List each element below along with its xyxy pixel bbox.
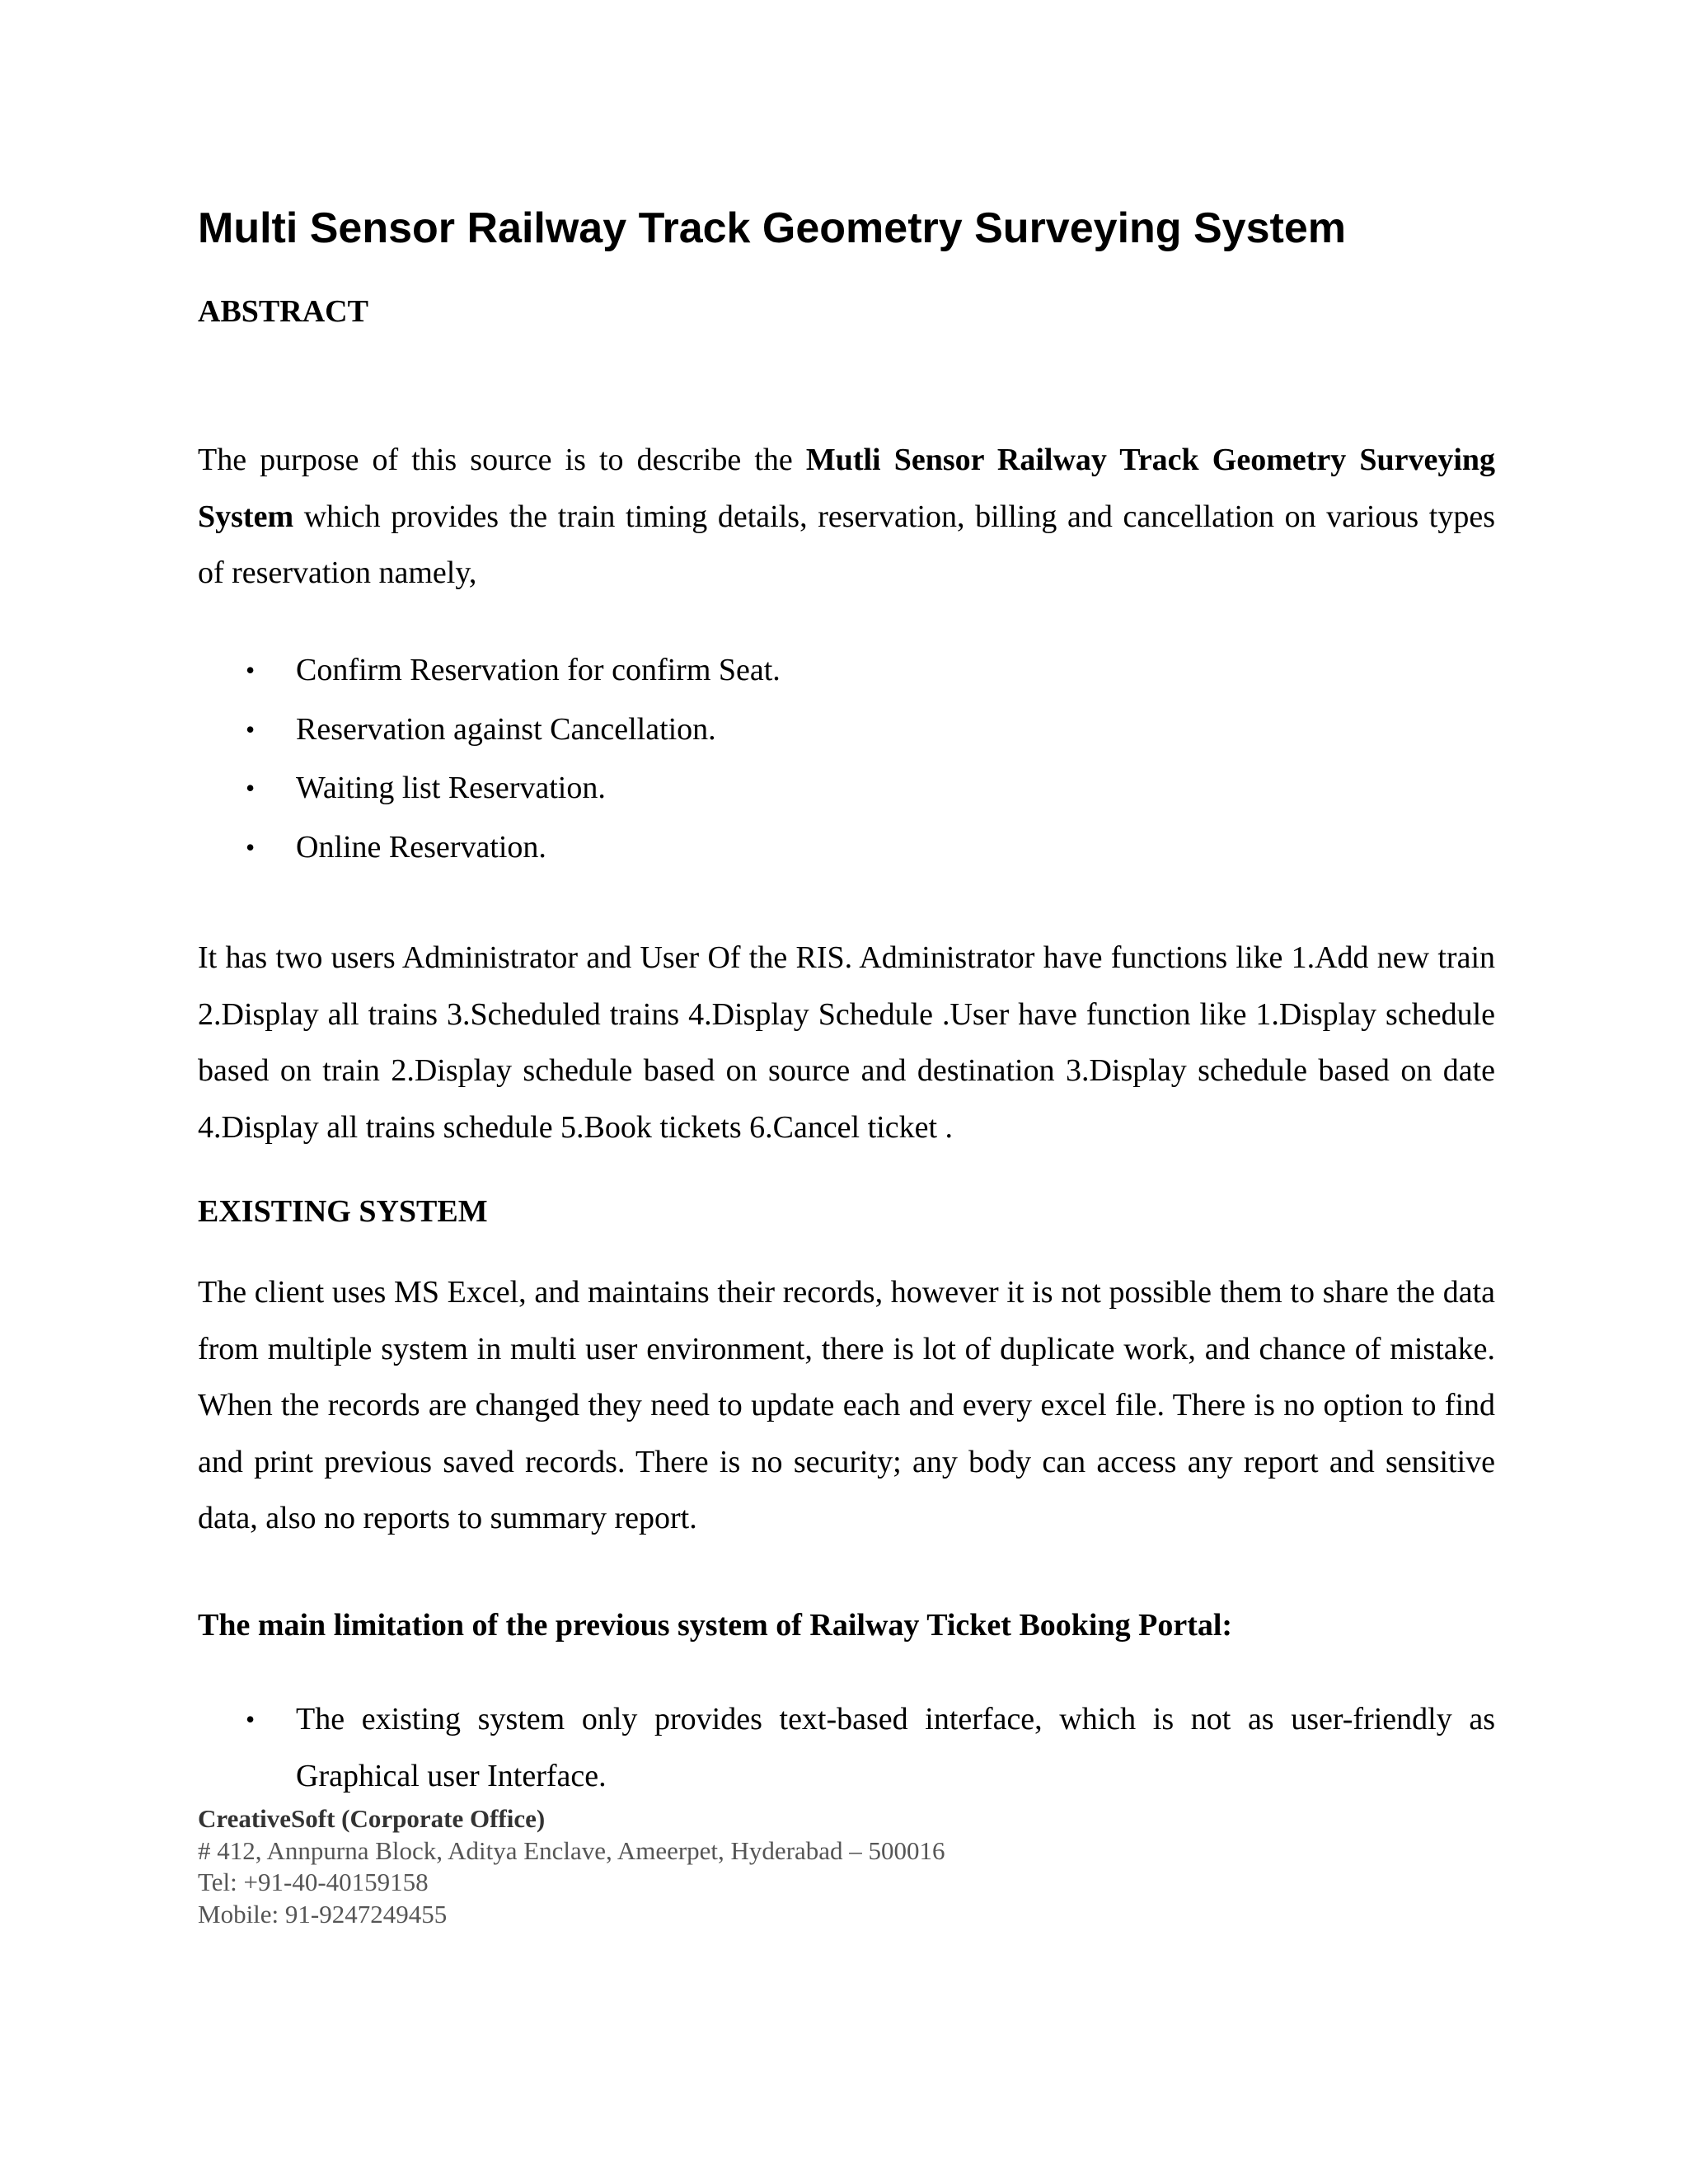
limitations-list bbox=[198, 1691, 1495, 1804]
abstract-intro-paragraph bbox=[198, 432, 1495, 602]
existing-system-heading: EXISTING SYSTEM bbox=[198, 1194, 488, 1229]
document-title: Multi Sensor Railway Track Geometry Surveying System bbox=[198, 204, 1346, 252]
footer-tel: Tel: +91-40-40159158 bbox=[198, 1868, 429, 1896]
list-item-text: Confirm Reservation for confirm Seat. bbox=[296, 653, 781, 687]
list-item bbox=[198, 1691, 1495, 1804]
list-item bbox=[198, 641, 1495, 701]
footer-contact bbox=[198, 1803, 1187, 1930]
footer-company: CreativeSoft (Corporate Office) bbox=[198, 1804, 546, 1833]
list-item bbox=[198, 701, 1495, 760]
bullet-icon: • bbox=[246, 655, 256, 685]
list-item-text: The existing system only provides text-based interface, which is not as user-friendly as Graphical user Interface. bbox=[296, 1702, 1495, 1793]
list-item-text: Reservation against Cancellation. bbox=[296, 711, 716, 747]
footer-address: # 412, Annpurna Block, Aditya Enclave, Ameerpet, Hyderabad – 500016 bbox=[198, 1835, 945, 1865]
list-item bbox=[198, 759, 1495, 818]
users-paragraph: It has two users Administrator and User Of the RIS. Administrator have functions like 1.Add new train 2.Display all trains 3.Scheduled trains 4.Display Schedule .User have function like 1.Display schedule based on train 2.Display schedule based on source and destination 3.Display schedule based on date 4.Display all trains schedule 5.Book tickets 6.Cancel ticket . bbox=[198, 940, 1495, 1145]
list-item bbox=[198, 818, 1495, 878]
bullet-icon: • bbox=[246, 773, 256, 803]
limitations-heading: The main limitation of the previous system of Railway Ticket Booking Portal: bbox=[198, 1608, 1233, 1643]
bullet-icon: • bbox=[246, 1704, 256, 1734]
abstract-intro-system-name: Mutli Sensor Railway Track Geometry Surveying System bbox=[198, 443, 1496, 534]
list-item-text: Waiting list Reservation. bbox=[296, 771, 606, 805]
existing-system-paragraph: The client uses MS Excel, and maintains their records, however it is not possible them to share the data from multiple system in multi user environment, there is lot of duplicate work, and chance of mistake. When the records are changed they need to update each and every excel file. There is no option to find and print previous saved records. There is no security; any body can access any report and sensitive data, also no reports to summary report. bbox=[198, 1275, 1495, 1535]
abstract-intro-text: The purpose of this source is to describe the bbox=[198, 443, 806, 477]
list-item-text: Online Reservation. bbox=[296, 829, 546, 865]
reservation-types-list bbox=[198, 641, 1495, 877]
bullet-icon: • bbox=[246, 832, 256, 862]
footer-mobile: Mobile: 91-9247249455 bbox=[198, 1899, 448, 1929]
abstract-intro-text-continued: which provides the train timing details, reservation, billing and cancellation on various types of reservation namely, bbox=[198, 499, 1495, 590]
abstract-heading: ABSTRACT bbox=[198, 294, 368, 329]
bullet-icon: • bbox=[246, 714, 256, 744]
